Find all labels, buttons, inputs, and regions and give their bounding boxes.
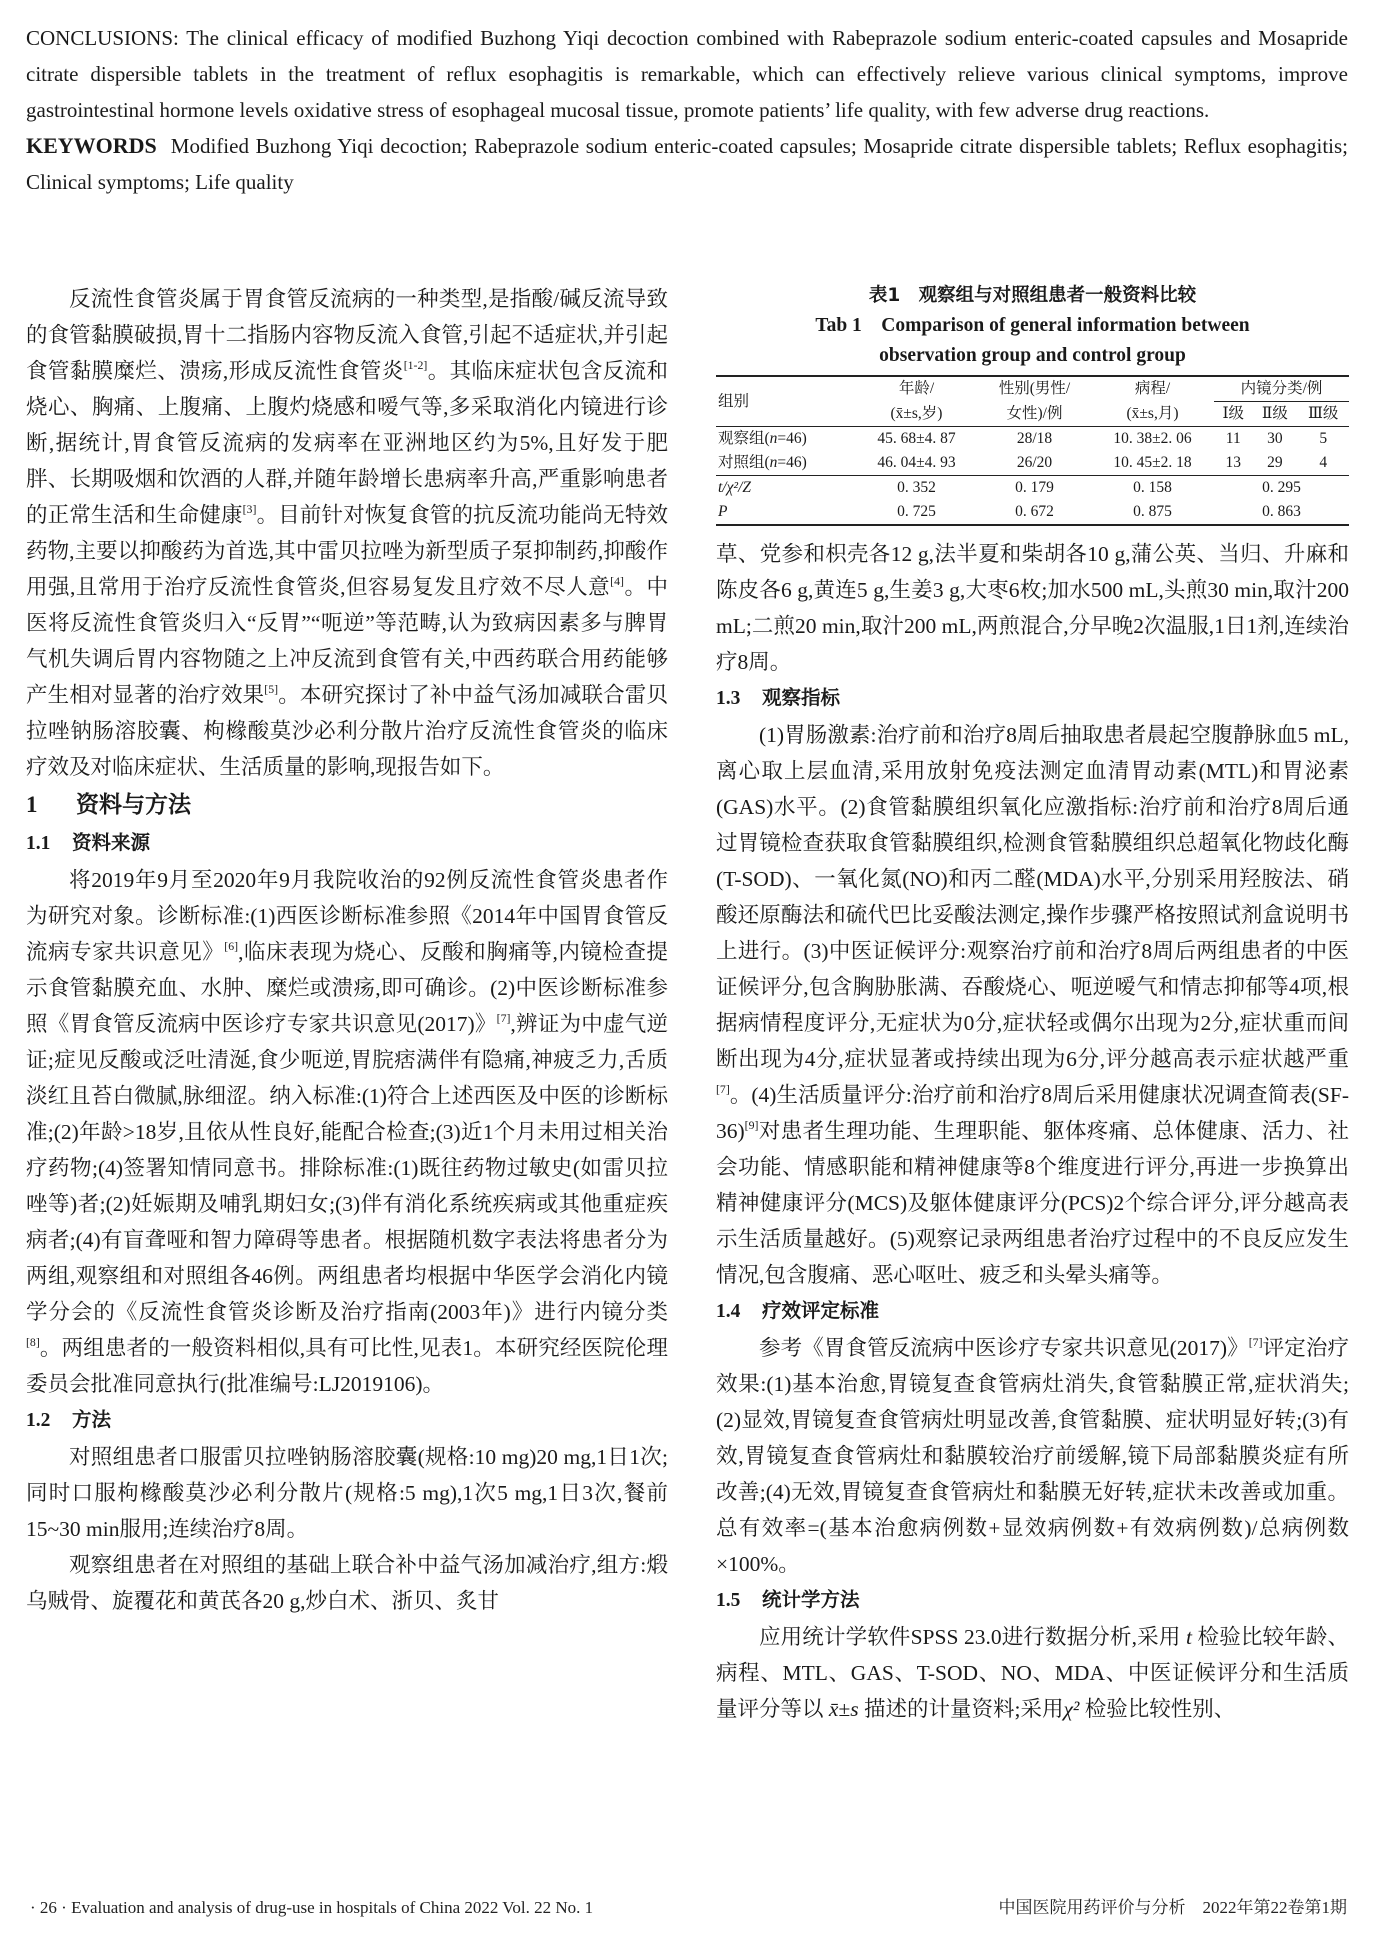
cell-grade-2: 30 xyxy=(1267,430,1283,447)
intro-text: 。其临床症状包含反流和烧心、胸痛、上腹痛、上腹灼烧感和嗳气等,多采取消化内镜进行诊断,据统计,胃食管反流病的发病率在亚洲地区约为5%,且好发于肥胖、长期吸烟和饮酒的人群,并随年龄增长患病率升高,严重影响患者的正常生活和生命健康 xyxy=(26,359,668,527)
statistics-paragraph xyxy=(716,1619,1349,1727)
table-row-control xyxy=(716,451,1349,476)
cell-grade-1: 13 xyxy=(1225,454,1241,471)
section-title: 资料来源 xyxy=(72,831,151,854)
citation: [6] xyxy=(224,939,239,954)
citation: [9] xyxy=(744,1118,759,1133)
citation: [8] xyxy=(26,1335,40,1350)
section-number: 1 xyxy=(26,792,38,817)
cell-stat-label: P xyxy=(716,500,855,525)
section-number: 1.2 xyxy=(26,1410,51,1431)
table-row-p-value xyxy=(716,500,1349,525)
table-title-en-line1: Tab 1 Comparison of general information between xyxy=(815,315,1250,336)
intro-text: 。本研究探讨了补中益气汤加减联合雷贝拉唑钠肠溶胶囊、枸橼酸莫沙必利分散片治疗反流性食管炎的临床疗效及对临床症状、生活质量的影响,现报告如下。 xyxy=(26,683,668,779)
cell-sex: 0. 672 xyxy=(978,500,1091,525)
cell-group xyxy=(716,427,855,452)
col-header-grade-2: Ⅱ级 xyxy=(1252,402,1297,427)
cell-grade: 0. 295 xyxy=(1214,476,1349,501)
body-text: 。(4)生活质量评分:治疗前和治疗8周后采用健康状况调查简表(SF-36) xyxy=(716,1083,1349,1143)
body-text: 将2019年9月至2020年9月我院收治的92例反流性食管炎患者作为研究对象。诊断标准:(1)西医诊断标准参照《2014年中国胃食管反流病专家共识意见》 xyxy=(26,868,668,964)
mean-sd-symbol: x̄±s xyxy=(828,1697,859,1721)
body-text: 。两组患者的一般资料相似,具有可比性,见表1。本研究经医院伦理委员会批准同意执行(批准编号:LJ2019106)。 xyxy=(26,1336,668,1396)
intro-text: 反流性食管炎属于胃食管反流病的一种类型,是指酸/碱反流导致的食管黏膜破损,胃十二指肠内容物反流入食管,引起不适症状,并引起食管黏膜糜烂、溃疡,形成反流性食管炎 xyxy=(26,287,668,383)
section-title: 观察指标 xyxy=(762,686,841,709)
keywords-text: Modified Buzhong Yiqi decoction; Rabeprazole sodium enteric-coated capsules; Mosapride citrate dispersible tablets; Reflux esophagitis; Clinical symptoms; Life quality xyxy=(26,134,1348,194)
keywords-line xyxy=(26,128,1348,200)
col-header-grade-1: Ⅰ级 xyxy=(1214,402,1252,427)
section-heading-1-2 xyxy=(26,1402,668,1439)
header-line: 病程/ xyxy=(1134,380,1171,398)
table-1 xyxy=(716,281,1349,526)
citation: [7] xyxy=(716,1082,730,1097)
intro-paragraph xyxy=(26,281,668,785)
body-text: 参考《胃食管反流病中医诊疗专家共识意见(2017)》 xyxy=(759,1336,1249,1360)
cell-age: 0. 725 xyxy=(855,500,978,525)
cell-age: 0. 352 xyxy=(855,476,978,501)
table-row-observation xyxy=(716,427,1349,452)
header-line: 年龄/ xyxy=(898,380,935,398)
indicators-paragraph xyxy=(716,717,1349,1293)
col-header-age-unit: (x̄±s,岁) xyxy=(855,402,978,427)
col-header-group: 组别 xyxy=(716,376,855,427)
left-column xyxy=(26,281,668,1619)
cell-grade-3: 4 xyxy=(1319,454,1328,471)
section-title: 统计学方法 xyxy=(762,1588,860,1611)
section-number: 1.5 xyxy=(716,1590,741,1611)
body-text: (1)胃肠激素:治疗前和治疗8周后抽取患者晨起空腹静脉血5 mL,离心取上层血清,采用放射免疫法测定血清胃动素(MTL)和胃泌素(GAS)水平。(2)食管黏膜组织氧化应激指标:治疗前和治疗8周后通过胃镜检查获取食管黏膜组织,检测食管黏膜组织总超氧化物歧化酶(T-SOD)、一氧化氮(NO)和丙二醛(MDA)水平,分别采用羟胺法、硝酸还原酶法和硫代巴比妥酸法测定,操作步骤严格按照试剂盒说明书上进行。(3)中医证候评分:观察治疗前和治疗8周后两组患者的中医证候评分,包含胸胁胀满、吞酸烧心、呃逆嗳气和情志抑郁等4项,根据病情程度评分,无症状为0分,症状轻或偶尔出现为2分,症状重而间断出现为4分,症状显著或持续出现为6分,评分越高表示症状越严重 xyxy=(716,723,1349,1071)
col-header-sex-unit: 女性)/例 xyxy=(978,402,1091,427)
col-header-endoscopy: 内镜分类/例 xyxy=(1214,376,1349,402)
data-source-paragraph xyxy=(26,862,668,1402)
cell-grade-3: 5 xyxy=(1319,430,1328,447)
method-paragraph-control: 对照组患者口服雷贝拉唑钠肠溶胶囊(规格:10 mg)20 mg,1日1次;同时口服枸橼酸莫沙必利分散片(规格:5 mg),1次5 mg,1日3次,餐前15~30 min服用;连续治疗8周。 xyxy=(26,1445,668,1541)
efficacy-criteria-paragraph xyxy=(716,1330,1349,1582)
footer-journal-cn: 中国医院用药评价与分析 2022年第22卷第1期 xyxy=(998,1898,1347,1917)
right-column xyxy=(716,281,1349,1727)
col-header-grade-3: Ⅲ级 xyxy=(1297,402,1349,427)
group-name: 对照组( xyxy=(718,454,770,471)
cell-course: 10. 38±2. 06 xyxy=(1113,430,1192,447)
body-text: 评定治疗效果:(1)基本治愈,胃镜复查食管病灶消失,食管黏膜正常,症状消失;(2)显效,胃镜复查食管病灶明显改善,食管黏膜、症状明显好转;(3)有效,胃镜复查食管病灶和黏膜较治疗前缓解,镜下局部黏膜炎症有所改善;(4)无效,胃镜复查食管病灶和黏膜无好转,症状未改善或加重。总有效率=(基本治愈病例数+显效病例数+有效病例数)/总病例数×100%。 xyxy=(716,1336,1349,1576)
general-info-table xyxy=(716,375,1349,526)
section-heading-1 xyxy=(26,785,668,825)
section-number: 1.3 xyxy=(716,688,741,709)
cell-stat-label: t/χ²/Z xyxy=(716,476,855,501)
cell-grade: 0. 863 xyxy=(1214,500,1349,525)
table-row-test-statistic xyxy=(716,476,1349,501)
method-paragraph-observation: 观察组患者在对照组的基础上联合补中益气汤加减治疗,组方:煅乌贼骨、旋覆花和黄芪各20 g,炒白术、浙贝、炙甘 xyxy=(26,1553,668,1613)
cell-sex: 28/18 xyxy=(1016,430,1053,447)
group-name: 观察组( xyxy=(718,430,770,447)
table-title-cn: 表1 观察组与对照组患者一般资料比较 xyxy=(868,285,1197,306)
col-header-course xyxy=(1091,376,1214,402)
keywords-label: KEYWORDS xyxy=(26,133,157,158)
cell-course: 10. 45±2. 18 xyxy=(1113,454,1192,471)
n-value: =46) xyxy=(777,454,807,471)
t-symbol: t xyxy=(1186,1625,1193,1649)
n-value: =46) xyxy=(777,430,807,447)
section-heading-1-4 xyxy=(716,1293,1349,1330)
n-symbol: n xyxy=(769,430,778,447)
section-heading-1-1 xyxy=(26,825,668,862)
cell-sex: 26/20 xyxy=(1016,454,1053,471)
n-symbol: n xyxy=(769,454,778,471)
body-text: ,临床表现为烧心、反酸和胸痛等,内镜检查提示食管黏膜充血、水肿、糜烂或溃疡,即可确诊。(2)中医诊断标准参照《胃食管反流病中医诊疗专家共识意见(2017)》 xyxy=(26,940,668,1036)
citation: [7] xyxy=(496,1011,511,1026)
abstract xyxy=(26,20,1348,200)
citation: [7] xyxy=(1248,1335,1263,1350)
body-text: 应用统计学软件SPSS 23.0进行数据分析,采用 xyxy=(759,1625,1181,1649)
intro-text: 。中医将反流性食管炎归入“反胃”“呃逆”等范畴,认为致病因素多与脾胃气机失调后胃内容物随之上冲反流到食管有关,中西药联合用药能够产生相对显著的治疗效果 xyxy=(26,575,668,707)
section-title: 方法 xyxy=(72,1408,112,1431)
section-title: 疗效评定标准 xyxy=(762,1299,880,1322)
section-heading-1-3 xyxy=(716,680,1349,717)
cell-sex: 0. 179 xyxy=(978,476,1091,501)
table-title-en-line2: observation group and control group xyxy=(879,345,1186,366)
cell-grade-1: 11 xyxy=(1225,430,1241,447)
citation: [5] xyxy=(264,682,279,697)
body-text: 检验比较性别、 xyxy=(1084,1697,1236,1721)
body-text: 描述的计量资料;采用 xyxy=(863,1697,1064,1721)
col-header-sex xyxy=(978,376,1091,402)
col-header-age xyxy=(855,376,978,402)
chi-square-symbol: χ² xyxy=(1063,1697,1080,1721)
section-number: 1.1 xyxy=(26,833,51,854)
cell-group xyxy=(716,451,855,476)
header-line: 性别(男性/ xyxy=(998,380,1071,398)
cell-course: 0. 158 xyxy=(1091,476,1214,501)
conclusions-text: CONCLUSIONS: The clinical efficacy of modified Buzhong Yiqi decoction combined with Rabeprazole sodium enteric-coated capsules and Mosapride citrate dispersible tablets in the treatment of reflux esophagitis is remarkable, which can effectively relieve various clinical symptoms, improve gastrointestinal hormone levels oxidative stress of esophageal mucosal tissue, promote patients’ life quality, with few adverse drug reactions. xyxy=(26,26,1348,122)
body-text: 对患者生理功能、生理职能、躯体疼痛、总体健康、活力、社会功能、情感职能和精神健康等8个维度进行评分,再进一步换算出精神健康评分(MCS)及躯体健康评分(PCS)2个综合评分,评分越高表示生活质量越好。(5)观察记录两组患者治疗过程中的不良反应发生情况,包含腹痛、恶心呕吐、疲乏和头晕头痛等。 xyxy=(716,1119,1349,1287)
intro-text: 。目前针对恢复食管的抗反流功能尚无特效药物,主要以抑酸药为首选,其中雷贝拉唑为新型质子泵抑制药,抑酸作用强,且常用于治疗反流性食管炎,但容易复发且疗效不尽人意 xyxy=(26,503,668,599)
citation: [3] xyxy=(242,502,257,517)
cell-age: 45. 68±4. 87 xyxy=(877,430,956,447)
cell-grade-2: 29 xyxy=(1267,454,1283,471)
body-text: 检验比较年龄、病程、MTL、GAS、T-SOD、NO、MDA、中医证候评分和生活质量评分等以 xyxy=(716,1625,1349,1721)
section-title: 资料与方法 xyxy=(76,792,191,818)
col-header-course-unit: (x̄±s,月) xyxy=(1091,402,1214,427)
section-heading-1-5 xyxy=(716,1582,1349,1619)
citation: [1-2] xyxy=(403,358,428,373)
cell-age: 46. 04±4. 93 xyxy=(877,454,956,471)
body-text: ,辨证为中虚气逆证;症见反酸或泛吐清涎,食少呃逆,胃脘痞满伴有隐痛,神疲乏力,舌质淡红且苔白微腻,脉细涩。纳入标准:(1)符合上述西医及中医的诊断标准;(2)年龄>18岁,且依从性良好,能配合检查;(3)近1个月未用过相关治疗药物;(4)签署知情同意书。排除标准:(1)既往药物过敏史(如雷贝拉唑等)者;(2)妊娠期及哺乳期妇女;(3)伴有消化系统疾病或其他重症疾病者;(4)有盲聋哑和智力障碍等患者。根据随机数字表法将患者分为两组,观察组和对照组各46例。两组患者均根据中华医学会消化内镜学分会的《反流性食管炎诊断及治疗指南(2003年)》进行内镜分类 xyxy=(26,1012,668,1324)
section-number: 1.4 xyxy=(716,1301,741,1322)
method-paragraph-continued: 草、党参和枳壳各12 g,法半夏和柴胡各10 g,蒲公英、当归、升麻和陈皮各6 g,黄连5 g,生姜3 g,大枣6枚;加水500 mL,头煎30 min,取汁200 mL;二煎20 min,取汁200 mL,两煎混合,分早晚2次温服,1日1剂,连续治疗8周。 xyxy=(716,542,1349,674)
footer-journal-en: · 26 · Evaluation and analysis of drug-use in hospitals of China 2022 Vol. 22 No. 1 xyxy=(30,1898,594,1917)
citation: [4] xyxy=(610,574,624,589)
cell-course: 0. 875 xyxy=(1091,500,1214,525)
